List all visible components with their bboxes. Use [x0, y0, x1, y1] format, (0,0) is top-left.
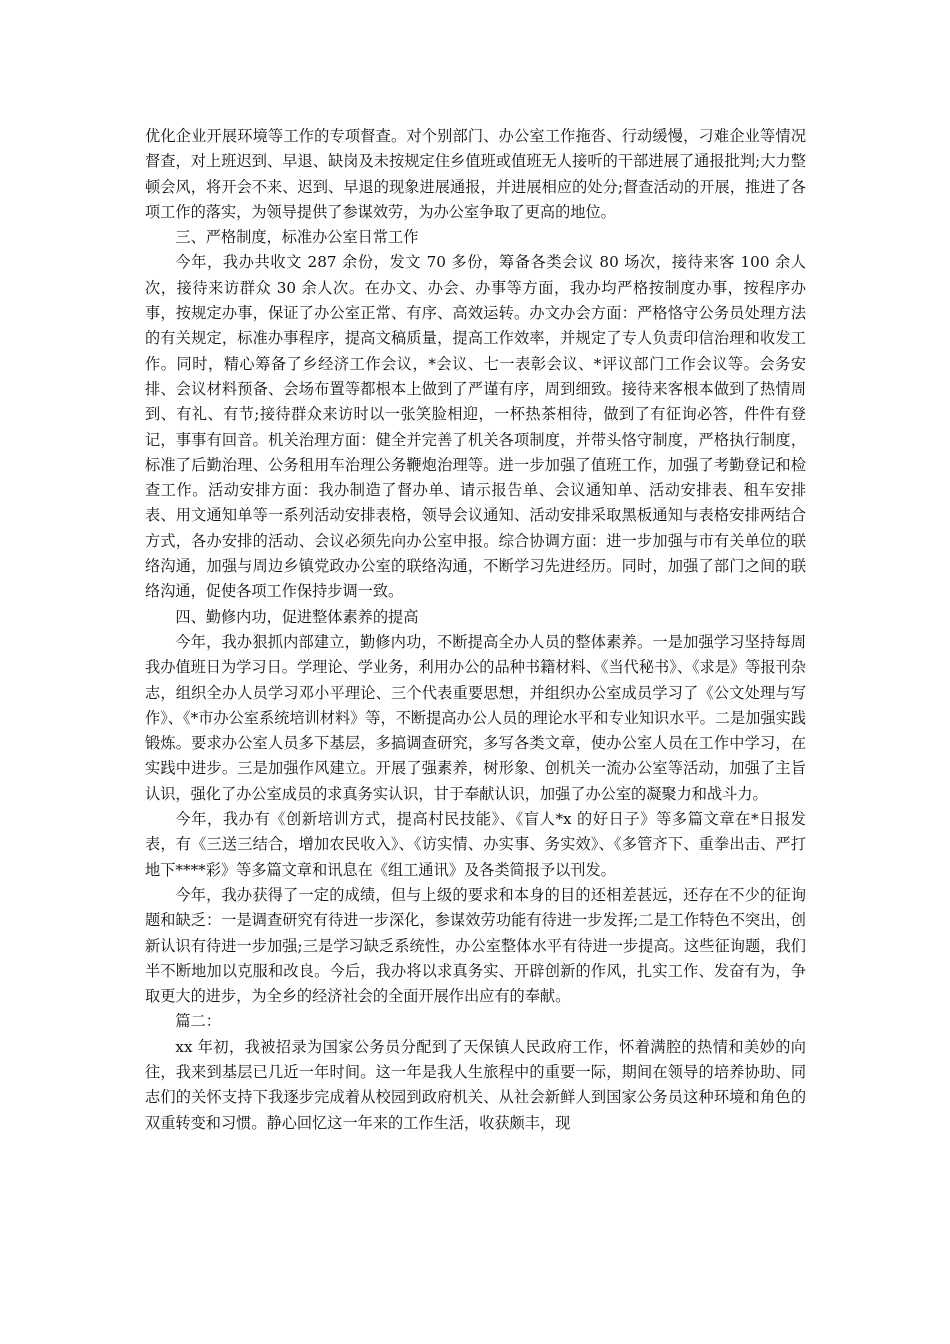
paragraph-publications: 今年，我办有《创新培训方式，提高村民技能》、《盲人*x 的好日子》等多篇文章在*日报发表，有《三送三结合，增加农民收入》、《访实情、办实事、务实效》、《多管齐下、重拳出击、严打地下****彩》等多篇文章和讯息在《组工通讯》及各类简报予以刊发。 — [145, 810, 806, 879]
paragraph-internal-building: 今年，我办狠抓内部建立，勤修内功，不断提高全办人员的整体素养。一是加强学习坚持每周我办值班日为学习日。学理论、学业务，利用办公的品种书籍材料、《当代秘书》、《求是》等报刊杂志，组织全办人员学习邓小平理论、三个代表重要思想，并组织办公室成员学习了《公文处理与写作》、《*市办公室系统培训材料》等，不断提高办公人员的理论水平和专业知识水平。二是加强实践锻炼。要求办公室人员多下基层，多搞调查研究，多写各类文章，使办公室人员在工作中学习，在实践中进步。三是加强作风建立。开展了强素养，树形象、创机关一流办公室等活动，加强了主旨认识，强化了办公室成员的求真务实认识，甘于奉献认识，加强了办公室的凝聚力和战斗力。 — [145, 632, 806, 803]
paragraph-office-work: 今年，我办共收文 287 余份，发文 70 多份，筹备各类会议 80 场次，接待来客 100 余人次，接待来访群众 30 余人次。在办文、办会、办事等方面，我办均严格按制度办事，按程序办事，按规定办事，保证了办公室正常、有序、高效运转。办文办会方面：严格恪守公务员处理方法的有关规定，标准办事程序，提高文稿质量，提高工作效率，并规定了专人负责印信治理和收发工作。同时，精心筹备了乡经济工作会议，*会议、七一表彰会议、*评议部门工作会议等。会务安排、会议材料预备、会场布置等都根本上做到了严谨有序，周到细致。接待来客根本做到了热情周到、有礼、有节;接待群众来访时以一张笑脸相迎，一杯热茶相待，做到了有征询必答，件件有登记，事事有回音。机关治理方面：健全并完善了机关各项制度，并带头恪守制度，严格执行制度，标准了后勤治理、公务租用车治理公务鞭炮治理等。进一步加强了值班工作，加强了考勤登记和检查工作。活动安排方面：我办制造了督办单、请示报告单、会议通知单、活动安排表、租车安排表、用文通知单等一系列活动安排表格，领导会议通知、活动安排采取黑板通知与表格安排两结合方式，各办安排的活动、会议必须先向办公室申报。综合协调方面：进一步加强与市有关单位的联络沟通，加强与周边乡镇党政办公室的联络沟通，不断学习先进经历。同时，加强了部门之间的联络沟通，促使各项工作保持步调一致。 — [145, 253, 806, 601]
paragraph-shortcomings: 今年，我办获得了一定的成绩，但与上级的要求和本身的目的还相差甚远，还存在不少的征询题和缺乏：一是调查研究有待进一步深化，参谋效劳功能有待进一步发挥;二是工作特色不突出，创新认识有待进一步加强;三是学习缺乏系统性，办公室整体水平有待进一步提高。这些征询题，我们半不断地加以克服和改良。今后，我办将以求真务实、开辟创新的作风，扎实工作、发奋有为，争取更大的进步，为全乡的经济社会的全面开展作出应有的奉献。 — [145, 885, 806, 1006]
paragraph-part-two-intro: xx 年初，我被招录为国家公务员分配到了天保镇人民政府工作，怀着满腔的热情和美妙的向往，我来到基层已几近一年时间。这一年是我人生旅程中的重要一际，期间在领导的培养协助、同志们的关怀支持下我逐步完成着从校园到政府机关、从社会新鲜人到国家公务员这种环境和角色的双重转变和习惯。静心回忆这一年来的工作生活，收获颇丰，现 — [145, 1037, 806, 1132]
part-two-heading: 篇二： — [175, 1012, 221, 1031]
section-heading-3: 三、严格制度，标准办公室日常工作 — [175, 228, 419, 247]
paragraph-continuation: 优化企业开展环境等工作的专项督查。对个别部门、办公室工作拖沓、行动缓慢，刁难企业等情况督查，对上班迟到、早退、缺岗及未按规定住乡值班或值班无人接听的干部进展了通报批判;大力整顿会风，将开会不来、迟到、早退的现象进展通报，并进展相应的处分;督查活动的开展，推进了各项工作的落实，为领导提供了参谋效劳，为办公室争取了更高的地位。 — [145, 127, 806, 221]
section-heading-4: 四、勤修内功，促进整体素养的提高 — [175, 607, 419, 626]
document-page — [145, 124, 806, 1136]
